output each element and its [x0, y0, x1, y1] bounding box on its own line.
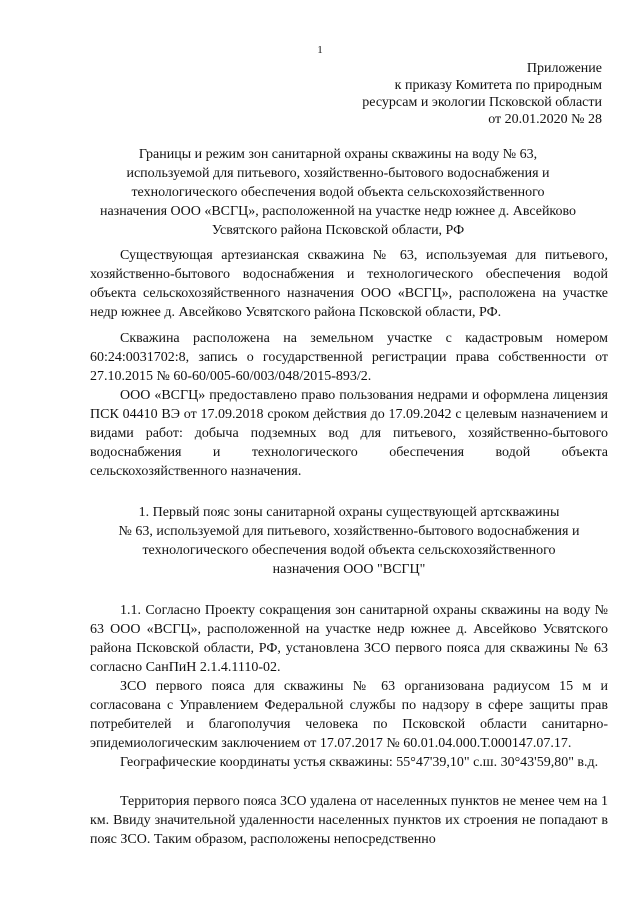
document-title [92, 145, 584, 240]
title-line: технологического обеспечения водой объекта сельскохозяйственного [131, 185, 545, 200]
paragraph-license: ООО «ВСГЦ» предоставлено право пользования недрами и оформлена лицензия ПСК 04410 ВЭ от 17.09.2018 сроком действия до 17.09.2042 с целевым назначением и видами работ: добыча подземных вод для питьевого, хозяйственно-бытового водоснабжения и технологического обеспечения водой объекта сельскохозяйственного назначения. [90, 388, 608, 479]
section-heading-first-zone [90, 503, 608, 579]
page-number: 1 [317, 44, 323, 56]
paragraph-land-plot: Скважина расположена на земельном участке с кадастровым номером 60:24:0031702:8, запись о государственной регистрации права собственности от 27.10.2015 № 60-60/005-60/003/048/2015-893/2. [90, 331, 608, 384]
appendix-line: к приказу Комитета по природным [394, 78, 602, 93]
title-line: используемой для питьевого, хозяйственно-бытового водоснабжения и [126, 166, 550, 181]
paragraph-coordinates: Географические координаты устья скважины: 55°47'39,10" с.ш. 30°43'59,80" в.д. [120, 755, 599, 770]
section-heading-line: назначения ООО "ВСГЦ" [272, 562, 426, 577]
appendix-line: ресурсам и экологии Псковской области [362, 95, 602, 110]
paragraph-territory: Территория первого пояса ЗСО удалена от населенных пунктов не менее чем на 1 км. Ввиду значительной удаленности населенных пунктов их строения не попадают в пояс ЗСО. Таким образом, расположены непосредственно [90, 794, 608, 847]
paragraph-project: 1.1. Согласно Проекту сокращения зон санитарной охраны скважины на воду № 63 ООО «ВСГЦ», расположенной на участке недр южнее д. Авсейково Усвятского района Псковской области, РФ, установлена ЗСО первого пояса для скважины № 63 согласно СанПиН 2.1.4.1110-02. [90, 603, 608, 675]
title-line: Границы и режим зон санитарной охраны скважины на воду № 63, [138, 147, 538, 162]
document-body [90, 246, 608, 849]
title-line: назначения ООО «ВСГЦ», расположенной на участке недр южнее д. Авсейково [99, 204, 577, 219]
title-line: Усвятского района Псковской области, РФ [211, 223, 465, 238]
appendix-line: Приложение [526, 61, 602, 76]
section-heading-line: технологического обеспечения водой объекта сельскохозяйственного [142, 543, 556, 558]
appendix-line: от 20.01.2020 № 28 [488, 112, 602, 127]
paragraph-zone-radius: ЗСО первого пояса для скважины № 63 организована радиусом 15 м и согласована с Управлением Федеральной службы по надзору в сфере защиты прав потребителей и благополучия человека по Псковской области санитарно-эпидемиологическим заключением от 17.07.2017 № 60.01.04.000.Т.000147.07.17. [90, 679, 608, 751]
section-heading-line: № 63, используемой для питьевого, хозяйственно-бытового водоснабжения и [118, 524, 580, 539]
appendix-header [362, 60, 602, 128]
paragraph-existing-well: Существующая артезианская скважина № 63, используемая для питьевого, хозяйственно-бытового водоснабжения и технологического обеспечения водой объекта сельскохозяйственного назначения ООО «ВСГЦ», расположена на участке недр южнее д. Авсейково Усвятского района Псковской области, РФ. [90, 248, 608, 320]
section-heading-line: 1. Первый пояс зоны санитарной охраны существующей артскважины [138, 505, 560, 520]
